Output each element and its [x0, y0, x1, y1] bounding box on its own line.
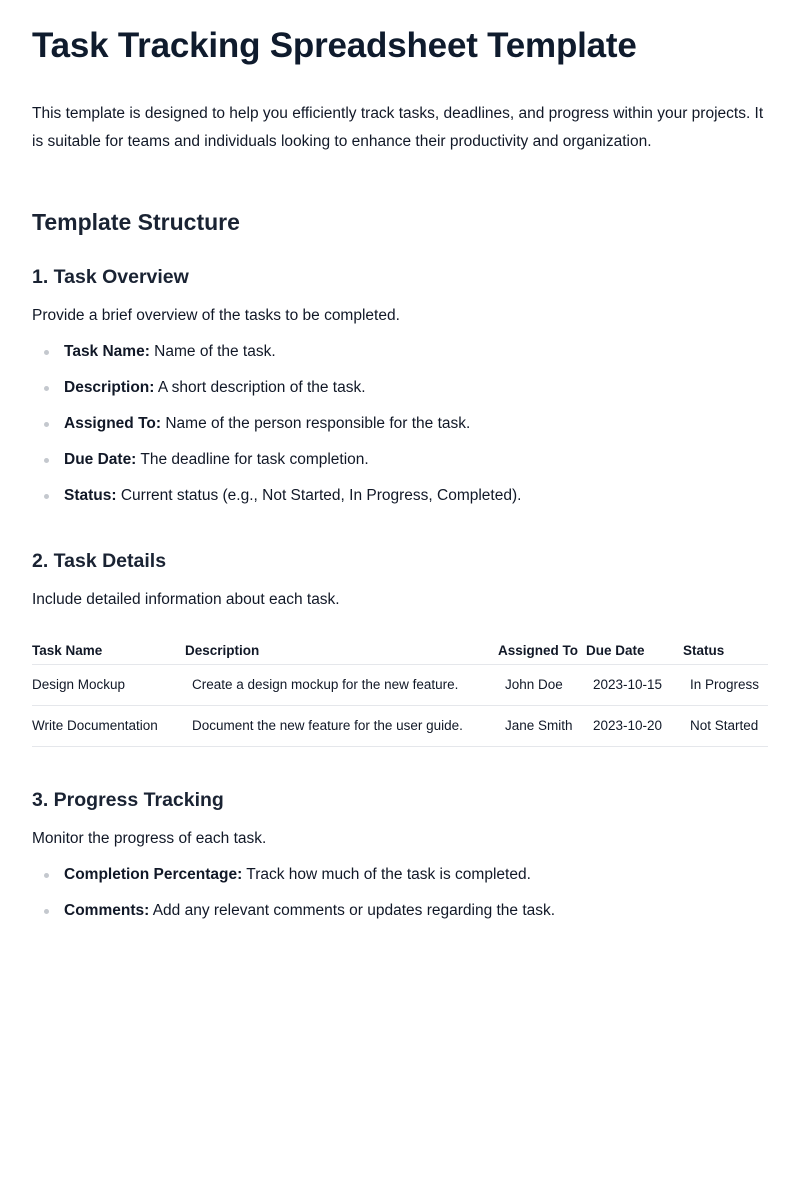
field-label: Due Date:	[64, 451, 137, 468]
list-item	[32, 484, 768, 508]
progress-tracking-text: Monitor the progress of each task.	[32, 830, 267, 847]
table-row	[32, 665, 768, 706]
cell-status: In Progress	[683, 665, 768, 706]
cell-description: Create a design mockup for the new feature.	[185, 665, 498, 706]
cell-due-date: 2023-10-15	[586, 665, 683, 706]
cell-task-name: Write Documentation	[32, 706, 185, 747]
field-description: Current status (e.g., Not Started, In Progress, Completed).	[116, 487, 522, 504]
list-item	[32, 899, 768, 923]
cell-due-date: 2023-10-20	[586, 706, 683, 747]
cell-assigned-to: John Doe	[498, 665, 586, 706]
page-title: Task Tracking Spreadsheet Template	[32, 26, 637, 65]
column-header-description: Description	[185, 638, 498, 665]
field-label: Completion Percentage:	[64, 866, 243, 883]
list-item	[32, 412, 768, 436]
cell-task-name: Design Mockup	[32, 665, 185, 706]
progress-tracking-list	[32, 863, 768, 923]
field-description: A short description of the task.	[154, 379, 366, 396]
list-item	[32, 863, 768, 887]
field-description: Name of the person responsible for the task.	[161, 415, 471, 432]
table-row	[32, 706, 768, 747]
cell-status: Not Started	[683, 706, 768, 747]
field-description: Name of the task.	[149, 343, 276, 360]
field-description: The deadline for task completion.	[136, 451, 369, 468]
column-header-assigned-to: Assigned To	[498, 638, 586, 665]
field-label: Assigned To:	[64, 415, 162, 432]
field-description: Track how much of the task is completed.	[242, 866, 531, 883]
template-structure-heading: Template Structure	[32, 209, 240, 235]
cell-description: Document the new feature for the user guide.	[185, 706, 498, 747]
task-overview-text: Provide a brief overview of the tasks to be completed.	[32, 307, 400, 324]
field-label: Comments:	[64, 902, 150, 919]
column-header-due-date: Due Date	[586, 638, 683, 665]
task-overview-list	[32, 340, 768, 508]
table-header-row	[32, 638, 768, 665]
field-label: Status:	[64, 487, 117, 504]
list-item	[32, 340, 768, 364]
column-header-task-name: Task Name	[32, 638, 185, 665]
cell-assigned-to: Jane Smith	[498, 706, 586, 747]
task-details-text: Include detailed information about each task.	[32, 591, 340, 608]
column-header-status: Status	[683, 638, 768, 665]
progress-tracking-heading: 3. Progress Tracking	[32, 789, 224, 811]
task-overview-heading: 1. Task Overview	[32, 266, 189, 288]
task-details-heading: 2. Task Details	[32, 550, 167, 572]
list-item	[32, 448, 768, 472]
field-label: Task Name:	[64, 343, 150, 360]
field-label: Description:	[64, 379, 155, 396]
task-details-table	[32, 638, 768, 747]
intro-paragraph: This template is designed to help you efficiently track tasks, deadlines, and progress within your projects. It is suitable for teams and individuals looking to enhance their productivity and organization.	[32, 105, 764, 150]
field-description: Add any relevant comments or updates regarding the task.	[149, 902, 556, 919]
list-item	[32, 376, 768, 400]
